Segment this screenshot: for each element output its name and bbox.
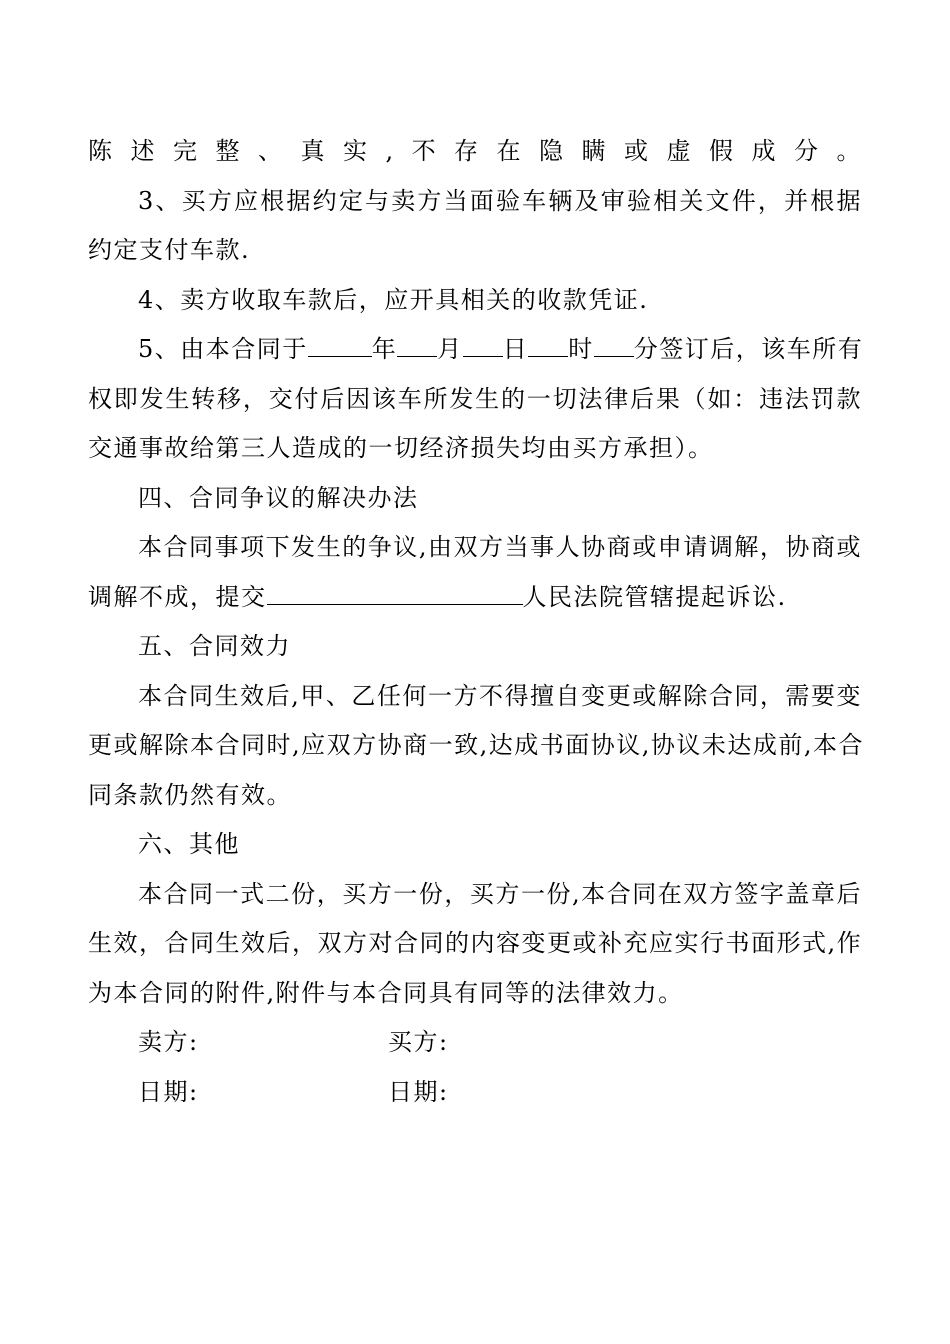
document-page	[88, 127, 865, 1117]
seller-date-label: 日期:	[138, 1077, 199, 1106]
year-blank	[308, 336, 372, 357]
section-5-line: 更或解除本合同时,应双方协商一致,达成书面协议,协议未达成前,本合	[88, 731, 865, 759]
clause-5-text: 5、由本合同于	[138, 335, 308, 363]
clause-3-line: 3、买方应根据约定与卖方当面验车辆及审验相关文件，并根据	[138, 186, 862, 215]
section-4-text: 人民法院管辖提起诉讼.	[522, 582, 787, 611]
month-blank	[397, 336, 437, 357]
court-blank	[267, 584, 523, 605]
clause-4-line: 4、卖方收取车款后，应开具相关的收款凭证.	[138, 285, 649, 314]
clause-5-line	[88, 325, 862, 375]
section-4-text: 调解不成，提交	[88, 582, 267, 611]
section-6-line: 为本合同的附件,附件与本合同具有同等的法律效力。	[88, 978, 684, 1007]
section-5-line: 同条款仍然有效。	[88, 780, 292, 809]
paragraph-line: 陈述完整、真实,不存在隐瞒或虚假成分。	[88, 137, 862, 165]
clause-3-line: 约定支付车款.	[88, 236, 251, 264]
section-4-line	[88, 573, 862, 623]
month-label: 月	[437, 335, 463, 363]
buyer-label: 买方:	[388, 1028, 449, 1056]
minute-blank	[594, 336, 634, 357]
seller-label: 卖方:	[138, 1028, 199, 1056]
day-label: 日	[502, 335, 529, 363]
buyer-date-label: 日期:	[388, 1077, 449, 1106]
section-4-line: 本合同事项下发生的争议,由双方当事人协商或申请调解，协商或	[138, 533, 862, 561]
hour-label: 时	[568, 335, 594, 363]
section-title: 四、合同争议的解决办法	[138, 483, 419, 512]
clause-5-line: 权即发生转移，交付后因该车所发生的一切法律后果（如：违法罚款	[88, 384, 862, 413]
section-6-line: 生效，合同生效后，双方对合同的内容变更或补充应实行书面形式,作	[88, 929, 863, 957]
hour-blank	[528, 336, 568, 357]
year-label: 年	[371, 335, 398, 363]
date-row	[88, 1068, 862, 1118]
clause-5-line: 交通事故给第三人造成的一切经济损失均由买方承担）。	[88, 434, 714, 462]
section-5-line: 本合同生效后,甲、乙任何一方不得擅自变更或解除合同，需要变	[138, 681, 862, 710]
section-6-line: 本合同一式二份，买方一份，买方一份,本合同在双方签字盖章后	[138, 879, 862, 908]
section-title: 六、其他	[138, 830, 240, 858]
signature-row	[88, 1018, 862, 1068]
clause-5-text: 分签订后，该车所有	[633, 335, 864, 363]
section-title: 五、合同效力	[138, 632, 291, 660]
day-blank	[463, 336, 503, 357]
